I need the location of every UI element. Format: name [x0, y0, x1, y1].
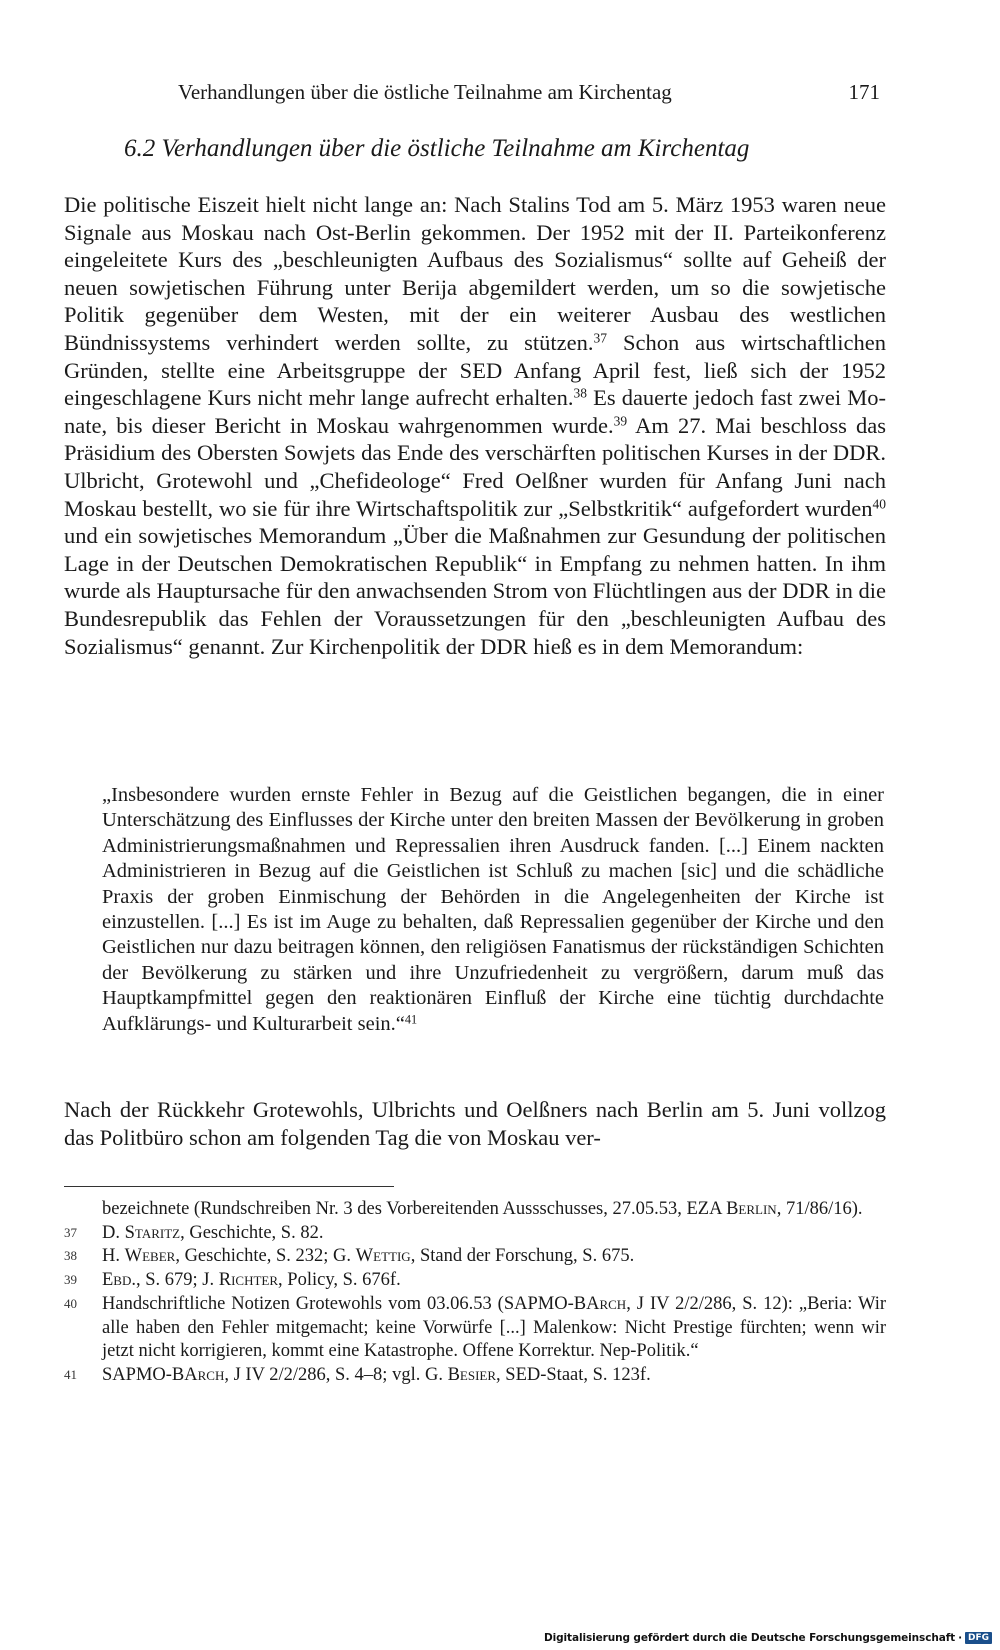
- footnote-ref-40[interactable]: 40: [872, 496, 886, 512]
- footnote-ref-39[interactable]: 39: [613, 413, 628, 429]
- paragraph-text: Schon aus wirtschaftlichen Gründen, stellte eine Arbeitsgruppe der SED Anfang April fest, ließ sich der 1952 eingeschlagene Kurs nicht mehr lange aufrecht erhalten.: [64, 329, 886, 411]
- body-paragraph-2: Nach der Rückkehr Grotewohls, Ulbrichts und Oelßners nach Berlin am 5. Juni vollzog das Politbüro schon am folgenden Tag die von Moskau ver-: [64, 1097, 886, 1150]
- footnote-text: [102, 1269, 886, 1293]
- footnote-text: , 71/86/16).: [776, 1199, 863, 1219]
- small-caps-text: Wettig: [355, 1246, 411, 1267]
- block-quotation: [102, 783, 884, 1037]
- footnote-number: 37: [64, 1224, 77, 1240]
- footnote-41: [64, 1364, 886, 1388]
- footnote-number: 39: [64, 1272, 77, 1288]
- footer-separator: ·: [958, 1632, 962, 1644]
- small-caps-text: Staritz: [124, 1222, 181, 1243]
- footnote-number: 40: [64, 1295, 77, 1311]
- footnote-text-part: Handschriftliche Notizen Grotewohls vom 03.06.53 (SAPMO-B: [102, 1293, 587, 1314]
- footnote-37: [64, 1222, 886, 1246]
- small-caps-text: Besier: [447, 1364, 497, 1385]
- footnote-text-part: , Policy, S. 676f.: [278, 1270, 401, 1291]
- footnote-38: [64, 1245, 886, 1269]
- digitization-footer: [544, 1632, 992, 1644]
- footnote-text: [102, 1245, 886, 1269]
- footnote-text: bezeichnete (Rundschreiben Nr. 3 des Vorbereitenden Aussschusses, 27.05.53, EZA: [102, 1199, 727, 1219]
- footnote-ref-37[interactable]: 37: [593, 330, 608, 346]
- dfg-logo-icon: DFG: [965, 1632, 992, 1644]
- footnote-ref-41[interactable]: 41: [404, 1011, 418, 1026]
- footnote-text-part: , J IV 2/2/286, S. 4–8; vgl. G.: [224, 1364, 448, 1385]
- quotation-text: „Insbesondere wurden ernste Fehler in Bezug auf die Geistlichen begangen, die in einer Unterschätzung des Einflusses der Kirche unter den breiten Massen der Bevölkerung in groben Administrierungsmaßnahmen und Repressalien ihren Ausdruck fanden. [...] Einem nackten Administrieren in Bezug auf die Geistlichen ist Schluß zu machen [sic] und die schädliche Praxis der groben Einmischung der Behörden in die Angelegenheiten der Kirche ist einzustellen. [...] Es ist im Auge zu behalten, daß Repressalien gegenüber der Kirche und den Geistlichen nur dazu beitragen können, den religiösen Fanatismus der rückständigen Schichten der Bevölkerung zu stärken und ihre Unzufriedenheit zu vergrößern, darum muß das Hauptkampfmittel gegen den reaktionären Einfluß der Kirche eine tüchtig durchdachte Aufklärungs- und Kulturarbeit sein.“: [102, 784, 884, 1035]
- footnote-ref-38[interactable]: 38: [573, 385, 587, 401]
- small-caps-text: Arch: [586, 1293, 627, 1314]
- footnote-divider: [64, 1186, 394, 1187]
- footnote-text-part: , Geschichte, S. 232; G.: [175, 1246, 356, 1267]
- footnote-text: [102, 1364, 886, 1388]
- paragraph-text: und ein sowjetisches Memorandum „Über die Maßnahmen zur Gesundung der politischen Lage in der Deutschen Demokratischen Republik“ in Empfang zu nehmen hatten. In ihm wurde als Hauptursache für den anwachsenden Strom von Flüchtlingen aus der DDR in die Bundesrepublik das Fehlen der Voraussetzungen für den „beschleunigten Aufbau des Sozialismus“ genannt. Zur Kirchenpolitik der DDR hieß es in dem Memorandum:: [64, 523, 886, 659]
- footnote-continuation: [64, 1198, 886, 1222]
- small-caps-text: Weber: [124, 1246, 176, 1267]
- small-caps-text: Arch: [184, 1364, 225, 1385]
- section-heading: 6.2 Verhandlungen über die östliche Teilnahme am Kirchentag: [124, 135, 750, 162]
- footnote-39: [64, 1269, 886, 1293]
- footnote-text-part: , J IV 2/2/286, S. 12): „Beria: Wir alle haben den Fehler mitgemacht; keine Vorwürfe [...] Malenkow: Nicht Prestige fürchten; wenn wir jetzt nicht korrigieren, kommt eine Katastrophe. Offene Korrektur. Nep-Politik.“: [102, 1293, 886, 1362]
- page-number: 171: [848, 80, 880, 104]
- running-head-title: Verhandlungen über die östliche Teilnahme am Kirchentag: [178, 80, 672, 104]
- footnote-text-part: , SED-Staat, S. 123f.: [496, 1364, 651, 1385]
- footnote-text-part: D.: [102, 1222, 125, 1243]
- footnote-number: 41: [64, 1366, 77, 1382]
- small-caps-text: Berlin: [726, 1199, 777, 1219]
- footnotes: [64, 1198, 886, 1388]
- small-caps-text: Richter: [218, 1270, 279, 1291]
- paragraph-text: Die politische Eiszeit hielt nicht lange an: Nach Stalins Tod am 5. März 1953 waren neue Signale aus Moskau nach Ost-Berlin gekommen. Der 1952 mit der II. Parteikonferenz eingeleitete Kurs des „beschleunigten Aufbaus des Sozialismus“ sollte auf Geheiß der neuen sowjetischen Führung unter Berija abgemildert werden, um so die sowjetische Politik gegenüber dem Westen, mit der ein weiterer Ausbau des westlichen Bündnissystems verhindert werden sollte, zu stützen.: [64, 192, 886, 355]
- footnote-text-part: , Stand der Forschung, S. 675.: [410, 1246, 635, 1267]
- small-caps-text: Ebd.: [102, 1270, 136, 1291]
- footnote-text: [102, 1222, 886, 1246]
- paragraph-text: Am 27. Mai beschloss das Präsidium des Obersten Sowjets das Ende des verschärften politischen Kurses in der DDR. Ulbricht, Grotewohl und „Chefideologe“ Fred Oelßner wurden für Anfang Juni nach Moskau bestellt, wo sie für ihre Wirtschaftspolitik zur „Selbstkritik“ aufgefordert wurden: [64, 412, 886, 521]
- footer-credit: Digitalisierung gefördert durch die Deutsche Forschungsgemeinschaft: [544, 1632, 956, 1644]
- footnote-text-part: , S. 679; J.: [136, 1270, 219, 1291]
- footnote-40: [64, 1293, 886, 1364]
- footnote-text-part: SAPMO-B: [102, 1364, 185, 1385]
- body-paragraph-1: [64, 191, 886, 660]
- footnote-number: 38: [64, 1248, 77, 1264]
- paragraph-text: Es dauerte jedoch fast zwei Monate, bis dieser Bericht in Moskau wahrgenommen wurde.: [64, 385, 886, 438]
- footnote-text-part: H.: [102, 1246, 125, 1267]
- footnote-text: [102, 1293, 886, 1364]
- footnote-text-part: , Geschichte, S. 82.: [180, 1222, 324, 1243]
